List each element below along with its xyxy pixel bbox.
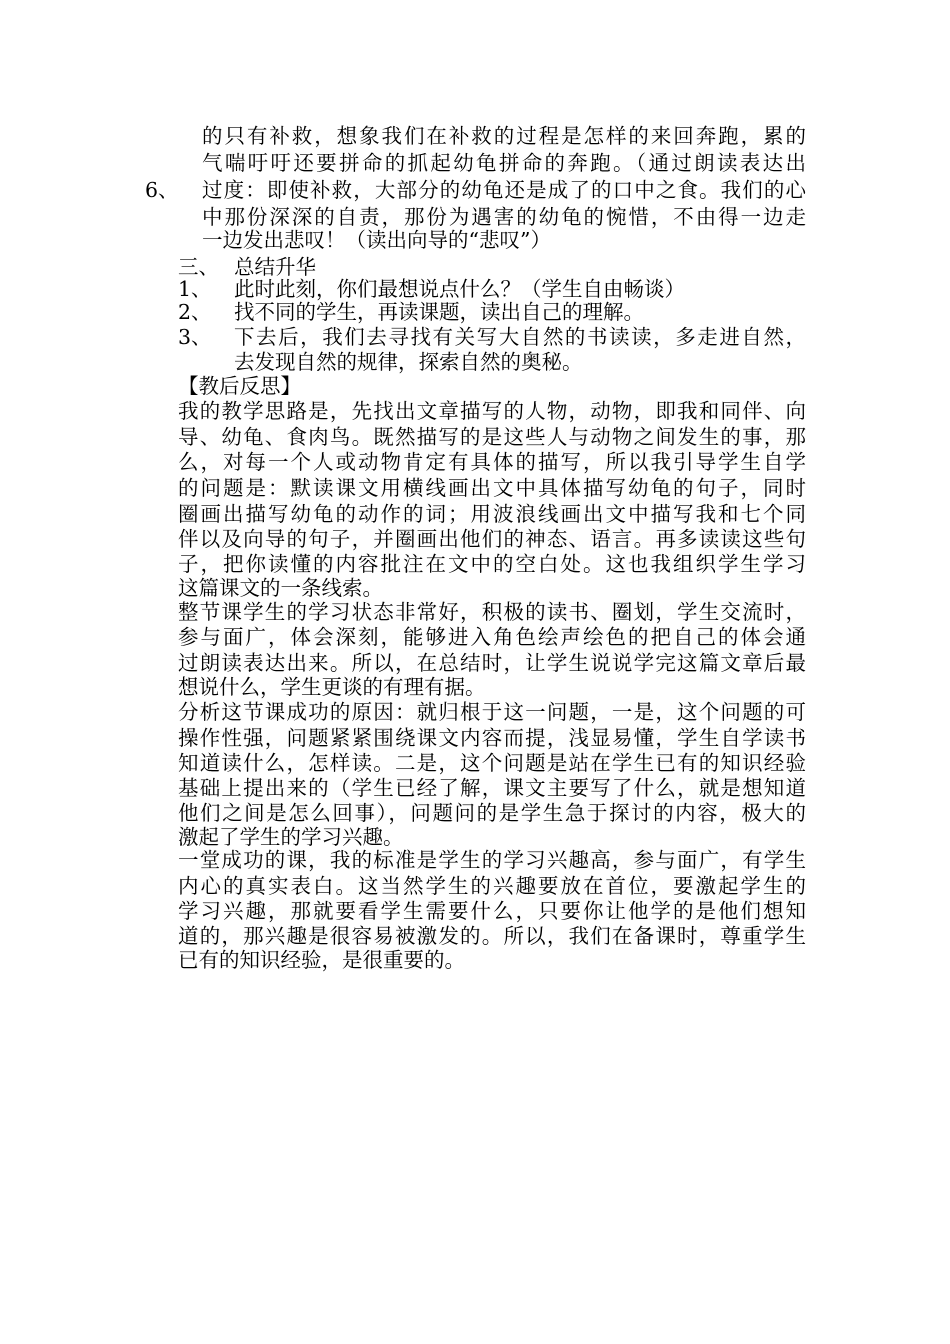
continuation-line: 的只有补救，想象我们在补救的过程是怎样的来回奔跑，累的	[202, 124, 806, 148]
reflection-line: 我的教学思路是，先找出文章描写的人物，动物，即我和同伴、向	[178, 399, 806, 423]
reflection-line: 激起了学生的学习兴趣。	[178, 825, 404, 849]
reflection-line: 已有的知识经验，是很重要的。	[178, 948, 465, 972]
reflection-line: 导、幼龟、食肉鸟。既然描写的是这些人与动物之间发生的事，那	[178, 425, 806, 449]
section-3-title: 总结升华	[234, 255, 316, 279]
item-6-line: 中那份深深的自责，那份为遇害的幼龟的惋惜，不由得一边走	[202, 205, 806, 229]
reflection-line: 学习兴趣，那就要看学生需要什么，只要你让他学的是他们想知	[178, 899, 806, 923]
reflection-line: 子，把你读懂的内容批注在文中的空白处。这也我组织学生学习	[178, 552, 806, 576]
section-3-item-text: 找不同的学生，再读课题，读出自己的理解。	[234, 300, 644, 324]
reflection-line: 知道读什么，怎样读。二是，这个问题是站在学生已有的知识经验	[178, 751, 806, 775]
reflection-line: 么，对每一个人或动物肯定有具体的描写，所以我引导学生自学	[178, 450, 806, 474]
section-3-item-text: 去发现自然的规律，探索自然的奥秘。	[234, 350, 583, 374]
reflection-line: 过朗读表达出来。所以，在总结时，让学生说说学完这篇文章后最	[178, 651, 806, 675]
reflection-line: 基础上提出来的（学生已经了解，课文主要写了什么，就是想知道	[178, 776, 806, 800]
reflection-line: 参与面广，体会深刻，能够进入角色绘声绘色的把自己的体会通	[178, 625, 806, 649]
reflection-line: 这篇课文的一条线索。	[178, 576, 383, 600]
reflection-line: 内心的真实表白。这当然学生的兴趣要放在首位，要激起学生的	[178, 874, 806, 898]
reflection-line: 他们之间是怎么回事），问题问的是学生急于探讨的内容，极大的	[178, 801, 806, 825]
reflection-line: 分析这节课成功的原因：就归根于这一问题，一是，这个问题的可	[178, 700, 806, 724]
section-3-item-text: 此时此刻，你们最想说点什么？（学生自由畅谈）	[234, 277, 685, 301]
item-6-line: 过度：即使补救，大部分的幼龟还是成了的口中之食。我们的心	[202, 178, 806, 202]
section-3-number: 三、	[178, 255, 219, 279]
section-3-item-text: 下去后，我们去寻找有关写大自然的书读读，多走进自然，	[234, 325, 806, 349]
item-6-number: 6、	[145, 178, 179, 202]
section-3-item-number: 2、	[178, 300, 212, 324]
reflection-line: 伴以及向导的句子，并圈画出他们的神态、语言。再多读读这些句	[178, 527, 806, 551]
reflection-line: 操作性强，问题紧紧围绕课文内容而提，浅显易懂，学生自学读书	[178, 726, 806, 750]
reflection-line: 一堂成功的课，我的标准是学生的学习兴趣高，参与面广，有学生	[178, 848, 806, 872]
reflection-line: 想说什么，学生更谈的有理有据。	[178, 675, 486, 699]
reflection-line: 圈画出描写幼龟的动作的词；用波浪线画出文中描写我和七个同	[178, 502, 806, 526]
section-3-item-number: 1、	[178, 277, 212, 301]
reflection-heading: 【教后反思】	[178, 374, 301, 398]
reflection-line: 整节课学生的学习状态非常好，积极的读书、圈划，学生交流时，	[178, 600, 806, 624]
item-6-line: 一边发出悲叹！（读出向导的“悲叹”）	[202, 228, 551, 252]
reflection-line: 道的，那兴趣是很容易被激发的。所以，我们在备课时，尊重学生	[178, 924, 806, 948]
reflection-line: 的问题是：默读课文用横线画出文中具体描写幼龟的句子，同时	[178, 476, 806, 500]
continuation-line: 气喘吁吁还要拼命的抓起幼龟拼命的奔跑。（通过朗读表达出	[202, 151, 806, 175]
section-3-item-number: 3、	[178, 325, 212, 349]
